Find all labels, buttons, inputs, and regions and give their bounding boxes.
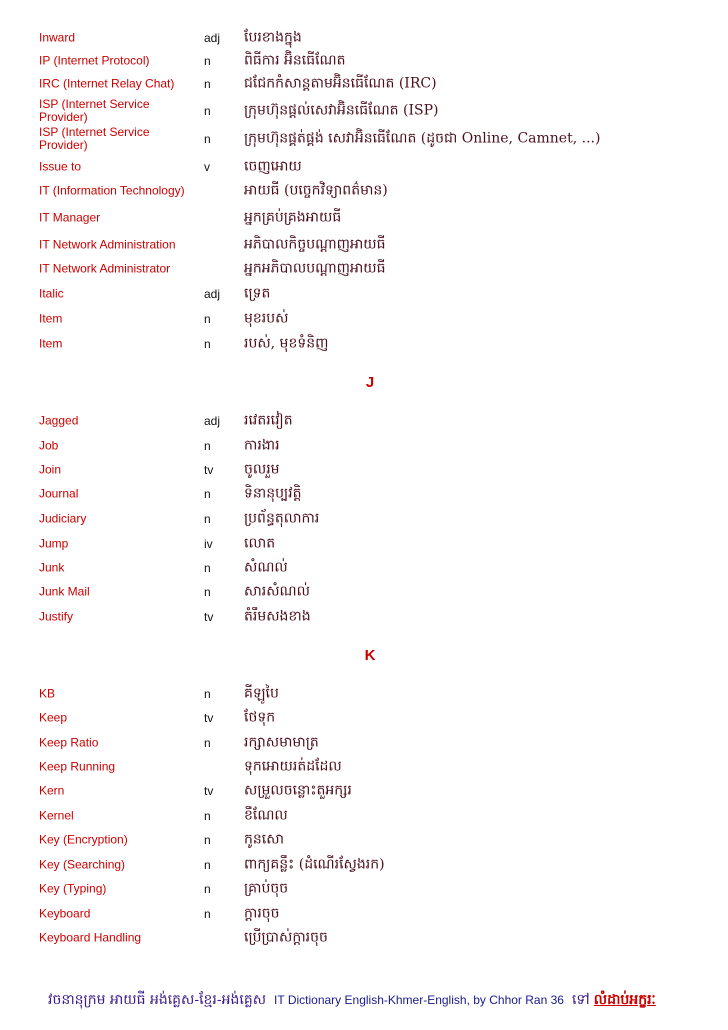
entry-row [0,26,728,50]
entry-term: Keep Ratio [39,735,99,750]
entry-definition: គ្រាប់ចុច [244,880,289,897]
entry-row [0,731,728,755]
entry-definition: សារសំណល់ [244,583,310,600]
entry-pos: n [204,809,211,823]
entry-row [0,556,728,580]
entry-term: Justify [39,609,74,624]
entry-term: ISP (Internet Service Provider) [39,97,150,124]
entry-term: IT Network Administrator [39,261,171,276]
entry-term: Key (Searching) [39,857,126,872]
entry-pos: tv [204,610,214,624]
entry-pos: adj [204,414,221,428]
entry-definition: អភិបាលកិច្ចបណ្តាញអាយធី [244,236,386,253]
entry-row [0,72,728,96]
entry-pos: n [204,882,211,896]
entry-term: Journal [39,486,79,501]
entry-row [0,98,728,124]
entry-row [0,755,728,779]
entry-definition: ពិធីការ អ៊ិនធើណែត [244,52,346,69]
footer-english-title: IT Dictionary English-Khmer-English, by Chhor Ran [274,993,548,1007]
entry-definition: អាយធី (បច្ចេកវិទ្យាពត៌មាន) [244,182,388,199]
entry-row [0,532,728,556]
entry-definition: បែរខាងក្នុង [244,29,302,46]
entry-row [0,902,728,926]
entry-row [0,853,728,877]
entry-definition: ជជែកកំសាន្តតាមអ៊ិនធើណែត (IRC) [244,75,437,92]
entry-row [0,282,728,306]
entry-term: Keep [39,710,68,725]
entry-pos: adj [204,31,221,45]
entry-pos: adj [204,287,221,301]
entry-definition: ខឺណែល [244,807,288,824]
entry-definition: តំរឹមសងខាង [244,608,311,625]
entry-term: Keyboard [39,906,91,921]
entry-row [0,804,728,828]
entry-row [0,307,728,331]
entry-row [0,926,728,950]
entry-definition: ក្រុមហ៊ុនផ្តល់សេវាអ៊ិនធើណែត (ISP) [244,102,439,119]
entry-pos: v [204,160,210,174]
footer-next-label: ទៅ [571,992,590,1008]
entry-term: Keep Running [39,759,116,774]
entry-row [0,507,728,531]
entry-pos: n [204,907,211,921]
entry-definition: សម្រួលចន្លោះតួអក្សរ [244,782,352,799]
entry-pos: n [204,104,211,118]
entry-definition: ប្រើប្រាស់ក្តារចុច [244,929,328,946]
entry-pos: n [204,585,211,599]
entry-term: Kernel [39,808,74,823]
entry-row [0,332,728,356]
entry-definition: ចូលរួម [244,461,280,478]
entry-row [0,206,728,230]
entry-term: Keyboard Handling [39,930,142,945]
entry-row [0,233,728,257]
entry-term: IP (Internet Protocol) [39,53,150,68]
entry-pos: n [204,687,211,701]
entry-term: KB [39,686,56,701]
entry-definition: អ្នកគ្រប់គ្រងអាយធី [244,209,342,226]
entry-term: Italic [39,286,64,301]
entry-definition: ក្រុមហ៊ុនផ្គត់ផ្គង់ សេវាអ៊ិនធើណែត (ដូចជា Online, Camnet, ...) [244,130,601,147]
entry-definition: ទុកអោយរត់ដដែល [244,758,342,775]
entry-row [0,605,728,629]
entry-definition: ការងារ [244,437,280,454]
entry-definition: រក្សាសមាមាត្រ [244,734,319,751]
entry-row [0,877,728,901]
entry-pos: iv [204,537,213,551]
section-letter-k: K [364,647,376,664]
entry-term: Job [39,438,59,453]
entry-pos: n [204,561,211,575]
entry-term: IT Manager [39,210,101,225]
entry-row [0,580,728,604]
entry-row [0,779,728,803]
entry-row [0,49,728,73]
entry-definition: ពាក្យគន្លឹះ (ដំណើរស្វែងរក) [244,856,385,873]
entry-definition: ទិនានុប្បវត្តិ [244,485,302,502]
entry-definition: អ្នកអភិបាលបណ្តាញអាយធី [244,260,386,277]
entry-definition: ចេញអោយ [244,158,302,175]
entry-pos: n [204,833,211,847]
entry-term: Junk Mail [39,584,90,599]
entry-term: Key (Typing) [39,881,107,896]
entry-pos: n [204,487,211,501]
entry-term: Kern [39,783,65,798]
entry-definition: លោត [244,535,276,552]
entry-definition: របស់, មុខទំនិញ [244,335,329,352]
entry-definition: រវេតរវៀត [244,412,293,429]
entry-definition: ទ្រេត [244,285,271,302]
entry-definition: មុខរបស់ [244,310,289,327]
entry-row [0,434,728,458]
entry-pos: n [204,337,211,351]
entry-pos: n [204,312,211,326]
entry-pos: n [204,77,211,91]
entry-row [0,682,728,706]
entry-term: IRC (Internet Relay Chat) [39,76,175,91]
entry-row [0,458,728,482]
entry-definition: ក្តារចុច [244,905,280,922]
section-letter-j: J [365,374,375,391]
entry-row [0,706,728,730]
entry-definition: ថែទុក [244,709,276,726]
entry-definition: សំណល់ [244,559,288,576]
entry-pos: n [204,512,211,526]
entry-term: Item [39,311,63,326]
entry-pos: n [204,439,211,453]
entry-row [0,155,728,179]
entry-term: IT Network Administration [39,237,176,252]
entry-term: Issue to [39,159,82,174]
entry-row [0,828,728,852]
page-number: 36 [550,993,564,1007]
entry-pos: n [204,858,211,872]
entry-term: Inward [39,30,76,45]
entry-pos: tv [204,463,214,477]
alphabetical-index-link[interactable]: លំដាប់អក្ខរៈ [593,992,656,1008]
entry-row [0,482,728,506]
entry-term: Join [39,462,62,477]
entry-term: ISP (Internet Service Provider) [39,125,150,152]
entry-term: Jump [39,536,69,551]
footer-khmer-title: វចនានុក្រម អាយធី អង់គ្លេស-ខ្មែរ-អង់គ្លេស [48,992,267,1008]
entry-term: Judiciary [39,511,87,526]
entry-definition: ប្រព័ន្ធតុលាការ [244,510,320,527]
entry-pos: n [204,736,211,750]
entry-row [0,179,728,203]
entry-pos: tv [204,784,214,798]
entry-pos: n [204,132,211,146]
entry-term: Junk [39,560,65,575]
entry-row [0,257,728,281]
entry-pos: n [204,54,211,68]
entry-term: Jagged [39,413,79,428]
entry-definition: គីឡូបៃ [244,685,279,702]
entry-term: IT (Information Technology) [39,183,185,198]
entry-row [0,409,728,433]
page-footer [48,990,722,1012]
entry-term: Item [39,336,63,351]
entry-row [0,126,728,152]
entry-definition: កូនសោ [244,831,284,848]
entry-pos: tv [204,711,214,725]
entry-term: Key (Encryption) [39,832,128,847]
